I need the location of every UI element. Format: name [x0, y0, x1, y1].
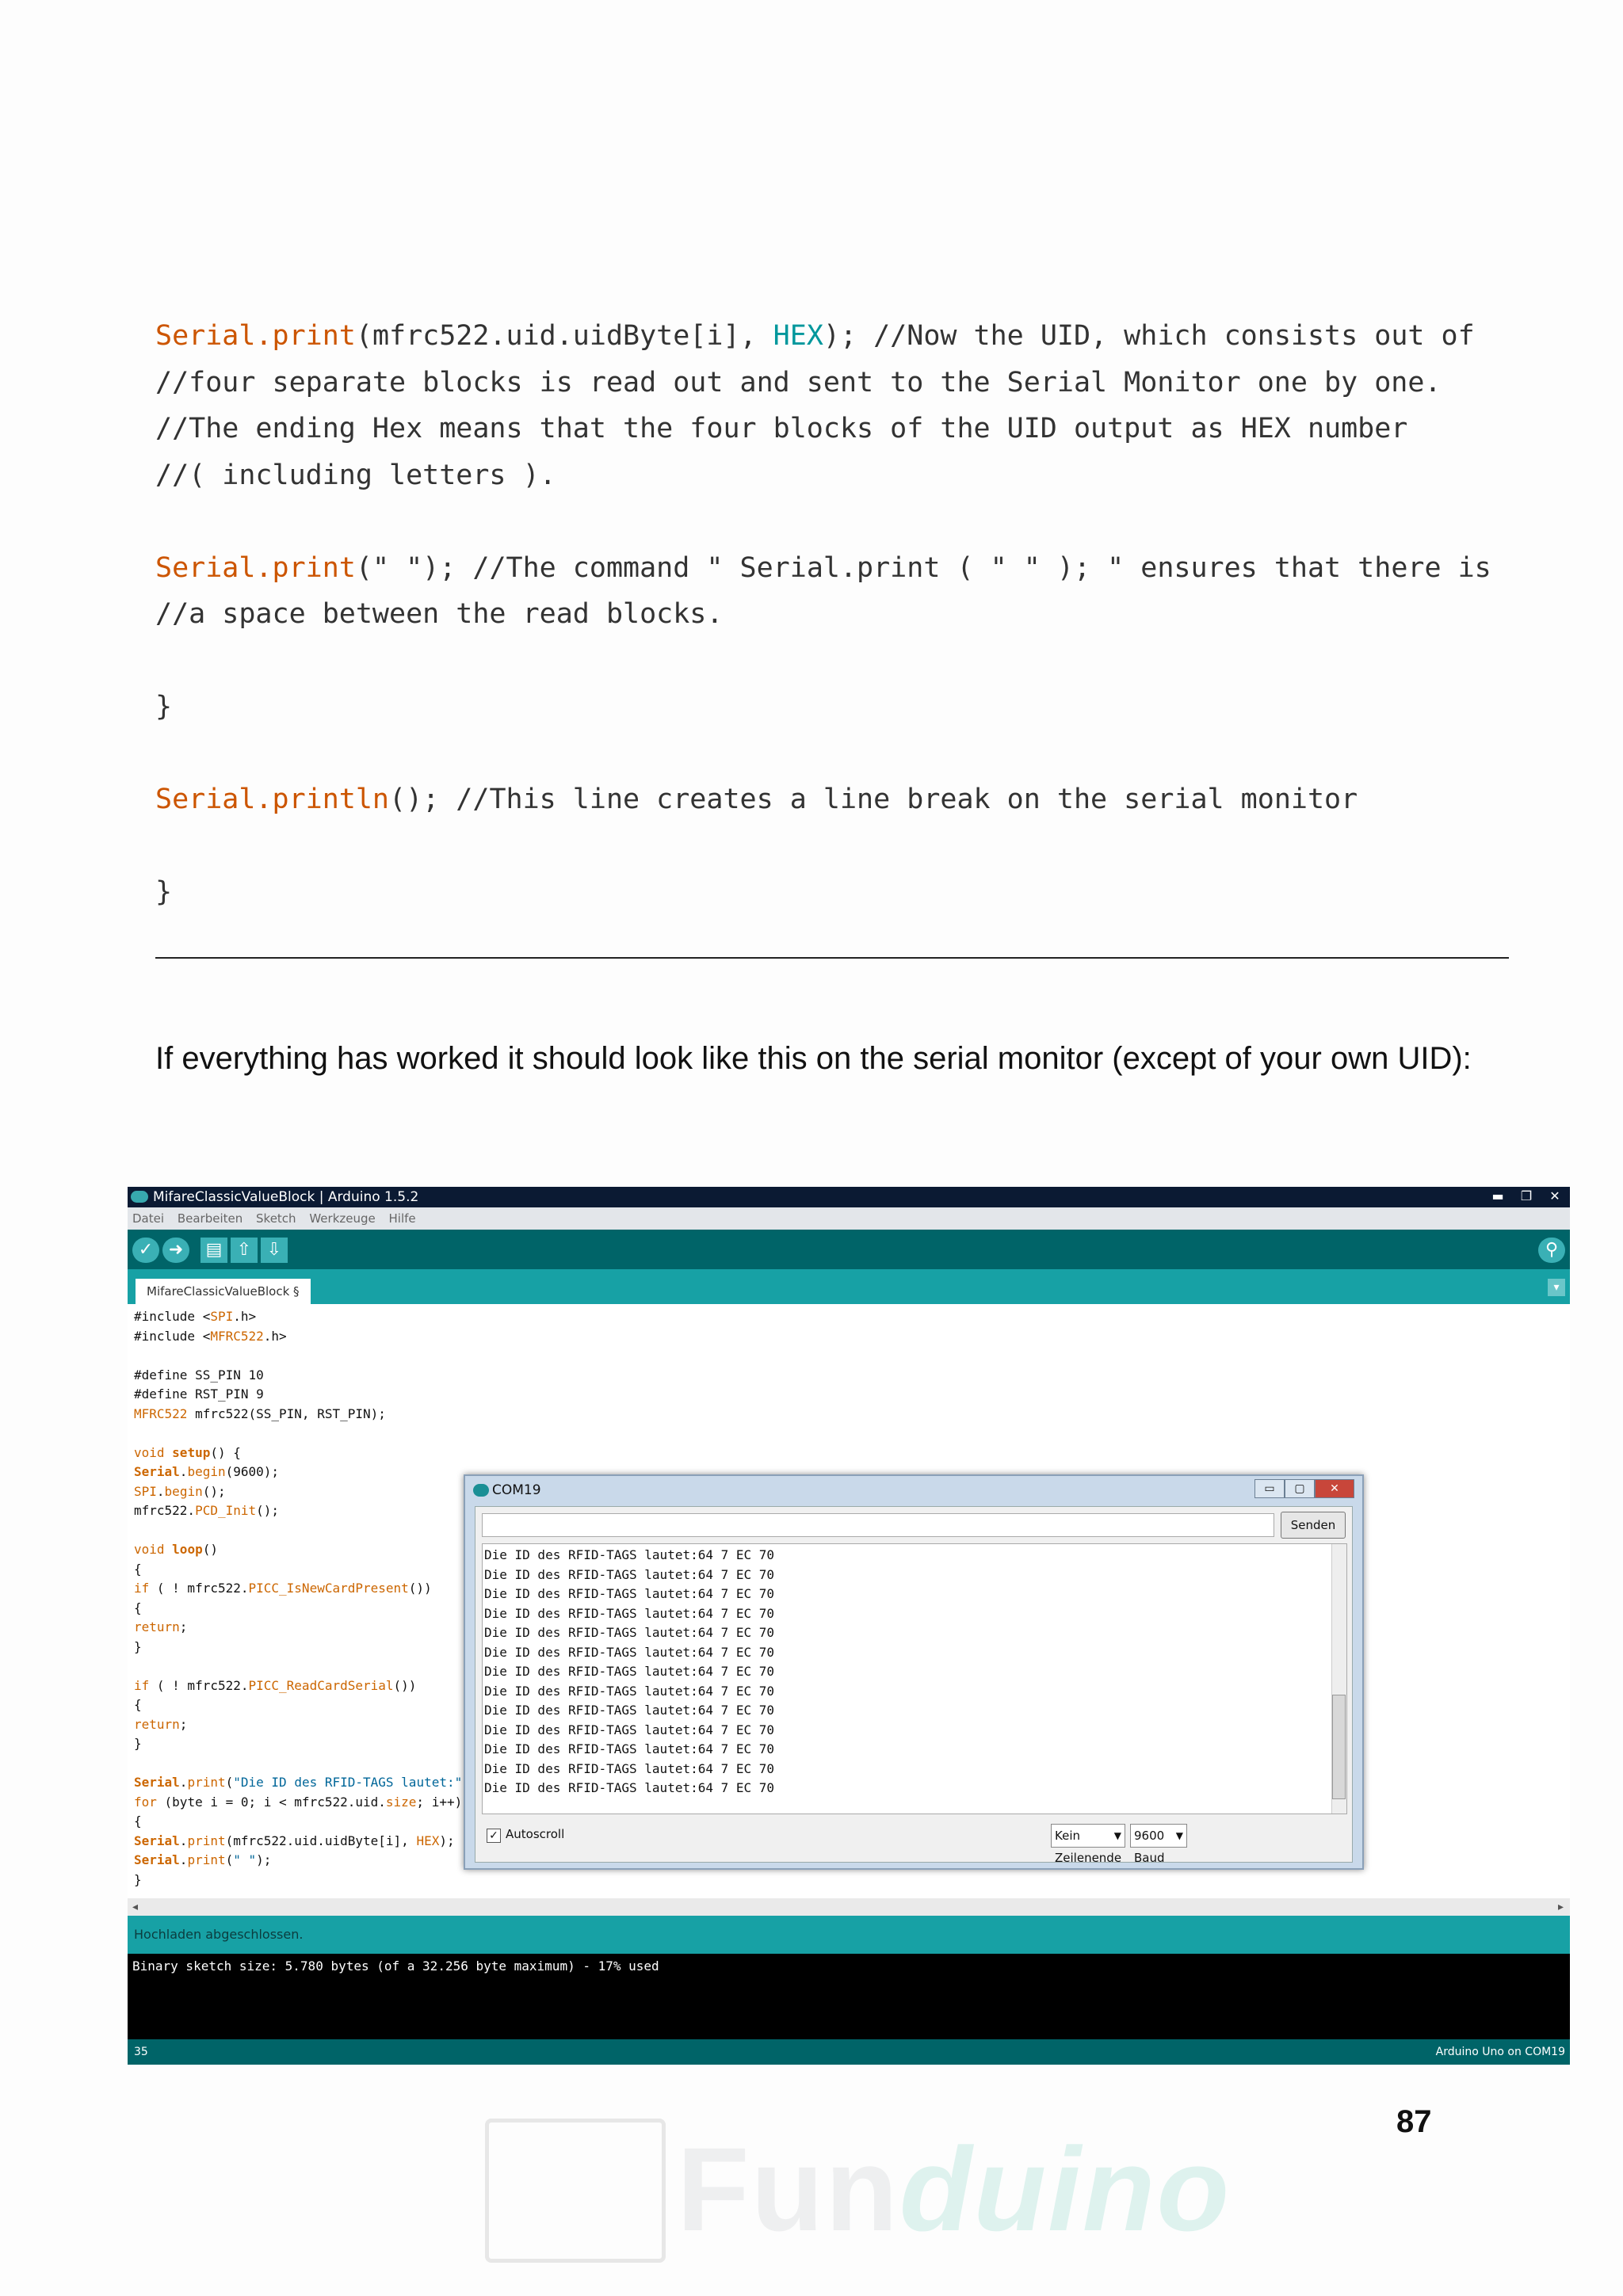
code-listing — [155, 313, 1518, 916]
serial-line: Die ID des RFID-TAGS lautet:64 7 EC 70 — [484, 1566, 775, 1582]
code-line: Serial.println(); //This line creates a line break on the serial monitor — [155, 784, 1358, 815]
horizontal-rule — [155, 957, 1509, 959]
close-icon[interactable]: ✕ — [1549, 1188, 1560, 1203]
line-ending-select[interactable] — [1051, 1824, 1125, 1865]
body-paragraph: If everything has worked it should look like this on the serial monitor (except of your own UID): — [155, 1041, 1472, 1076]
minimize-icon[interactable]: ▭ — [1254, 1479, 1285, 1498]
console-output — [128, 1954, 1570, 2039]
code-line: //( including letters ). — [155, 459, 556, 491]
menu-bar — [128, 1207, 1570, 1230]
window-titlebar — [128, 1187, 1570, 1207]
menu-datei[interactable]: Datei — [132, 1211, 165, 1226]
tab-bar — [128, 1269, 1570, 1304]
baud-select[interactable] — [1130, 1824, 1187, 1865]
arduino-logo-icon — [473, 1484, 489, 1497]
serial-line: Die ID des RFID-TAGS lautet:64 7 EC 70 — [484, 1625, 775, 1640]
autoscroll-checkbox[interactable]: ✓ — [487, 1829, 501, 1843]
code-line — [155, 823, 1518, 870]
menu-werkzeuge[interactable]: Werkzeuge — [309, 1211, 376, 1226]
scrollbar-thumb[interactable] — [1332, 1695, 1346, 1799]
tab-sketch[interactable]: MifareClassicValueBlock § — [136, 1279, 311, 1304]
arduino-logo-icon — [131, 1191, 148, 1203]
serial-line: Die ID des RFID-TAGS lautet:64 7 EC 70 — [484, 1741, 775, 1756]
verify-icon[interactable]: ✓ — [132, 1238, 159, 1263]
serial-options-bar — [475, 1817, 1352, 1865]
upload-icon[interactable]: ➜ — [162, 1238, 189, 1263]
serial-line: Die ID des RFID-TAGS lautet:64 7 EC 70 — [484, 1703, 775, 1718]
vertical-scrollbar[interactable] — [1331, 1544, 1346, 1814]
serial-line: Die ID des RFID-TAGS lautet:64 7 EC 70 — [484, 1644, 775, 1660]
serial-monitor-icon[interactable]: ⚲ — [1538, 1238, 1565, 1263]
serial-line: Die ID des RFID-TAGS lautet:64 7 EC 70 — [484, 1605, 775, 1621]
autoscroll-label: Autoscroll — [506, 1827, 565, 1841]
chevron-down-icon: ▼ — [1113, 1830, 1121, 1841]
code-editor[interactable] — [128, 1304, 1570, 1897]
menu-hilfe[interactable]: Hilfe — [388, 1211, 416, 1226]
send-button[interactable]: Senden — [1281, 1512, 1346, 1539]
funduino-watermark — [485, 2114, 1232, 2264]
menu-sketch[interactable]: Sketch — [256, 1211, 296, 1226]
serial-line: Die ID des RFID-TAGS lautet:64 7 EC 70 — [484, 1683, 775, 1699]
minimize-icon[interactable]: ▬ — [1491, 1188, 1504, 1203]
status-bar — [128, 1916, 1570, 1954]
arduino-board-icon — [485, 2119, 666, 2263]
serial-window-controls — [1254, 1479, 1354, 1498]
new-icon[interactable]: ▤ — [200, 1238, 227, 1263]
serial-line: Die ID des RFID-TAGS lautet:64 7 EC 70 — [484, 1722, 775, 1737]
board-port: Arduino Uno on COM19 — [1435, 2046, 1565, 2058]
close-icon[interactable]: ✕ — [1315, 1479, 1354, 1498]
maximize-icon[interactable]: ▢ — [1285, 1479, 1315, 1498]
watermark-brand: Funduino — [677, 2122, 1232, 2256]
toolbar — [128, 1230, 1570, 1269]
code-line: //The ending Hex means that the four blocks of the UID output as HEX number — [155, 413, 1408, 444]
sketch-source: #include <SPI.h> #include <MFRC522.h> #define SS_PIN 10 #define RST_PIN 9 MFRC522 mfrc522(SS_PIN, RST_PIN); void setup() { Serial.begin(9600); SPI.begin(); mfrc522.PCD_Init(); void loop() { if ( ! mfrc522.PICC_IsNewCardPresent()) { return; } if ( ! mfrc522.PICC_ReadCardSerial()) { return; } Serial.print("Die ID des RFID-TAGS lautet:" for (byte i = 0; i < mfrc522.uid.size; i++) { Serial.print(mfrc522.uid.uidByte[i], HEX); Serial.print(" "); } — [134, 1309, 463, 1887]
baud-value: 9600 Baud — [1134, 1829, 1165, 1865]
serial-line: Die ID des RFID-TAGS lautet:64 7 EC 70 — [484, 1547, 775, 1562]
window-controls — [1486, 1188, 1567, 1204]
code-line: } — [155, 691, 173, 723]
serial-input[interactable] — [482, 1513, 1274, 1537]
serial-output-lines — [484, 1546, 774, 1798]
line-number: 35 — [134, 2046, 148, 2058]
serial-monitor-window — [464, 1474, 1364, 1870]
maximize-icon[interactable]: ❐ — [1520, 1188, 1533, 1203]
tab-menu-icon[interactable]: ▾ — [1548, 1279, 1565, 1296]
save-icon[interactable]: ⇩ — [261, 1238, 288, 1263]
serial-monitor-body — [475, 1506, 1353, 1863]
code-line: //a space between the read blocks. — [155, 598, 724, 630]
code-line: Serial.print(mfrc522.uid.uidByte[i], HEX); //Now the UID, which consists out of — [155, 320, 1475, 352]
horizontal-scrollbar[interactable] — [128, 1898, 1570, 1916]
serial-monitor-title: COM19 — [492, 1482, 541, 1498]
status-text: Hochladen abgeschlossen. — [134, 1927, 304, 1942]
serial-line: Die ID des RFID-TAGS lautet:64 7 EC 70 — [484, 1586, 775, 1601]
console-text: Binary sketch size: 5.780 bytes (of a 32.256 byte maximum) - 17% used — [132, 1958, 659, 1974]
code-line: //four separate blocks is read out and sent to the Serial Monitor one by one. — [155, 366, 1442, 399]
open-icon[interactable]: ⇧ — [231, 1238, 258, 1263]
code-line — [155, 730, 1518, 777]
serial-line: Die ID des RFID-TAGS lautet:64 7 EC 70 — [484, 1780, 775, 1795]
code-line — [155, 638, 1518, 685]
serial-line: Die ID des RFID-TAGS lautet:64 7 EC 70 — [484, 1664, 775, 1679]
window-title: MifareClassicValueBlock | Arduino 1.5.2 — [153, 1189, 419, 1205]
ide-footer — [128, 2039, 1570, 2065]
serial-output — [482, 1543, 1347, 1814]
arduino-ide-screenshot — [128, 1187, 1570, 2065]
code-line: Serial.print(" "); //The command " Serial.print ( " " ); " ensures that there is — [155, 551, 1491, 584]
code-line — [155, 498, 1518, 545]
chevron-down-icon: ▼ — [1175, 1830, 1183, 1841]
serial-line: Die ID des RFID-TAGS lautet:64 7 EC 70 — [484, 1760, 775, 1776]
line-ending-value: Kein Zeilenende — [1055, 1829, 1122, 1865]
scroll-left-icon[interactable]: ◂ — [132, 1901, 139, 1913]
scroll-right-icon[interactable]: ▸ — [1557, 1901, 1564, 1913]
menu-bearbeiten[interactable]: Bearbeiten — [177, 1211, 243, 1226]
code-line: } — [155, 876, 173, 908]
page-number: 87 — [1396, 2104, 1432, 2139]
